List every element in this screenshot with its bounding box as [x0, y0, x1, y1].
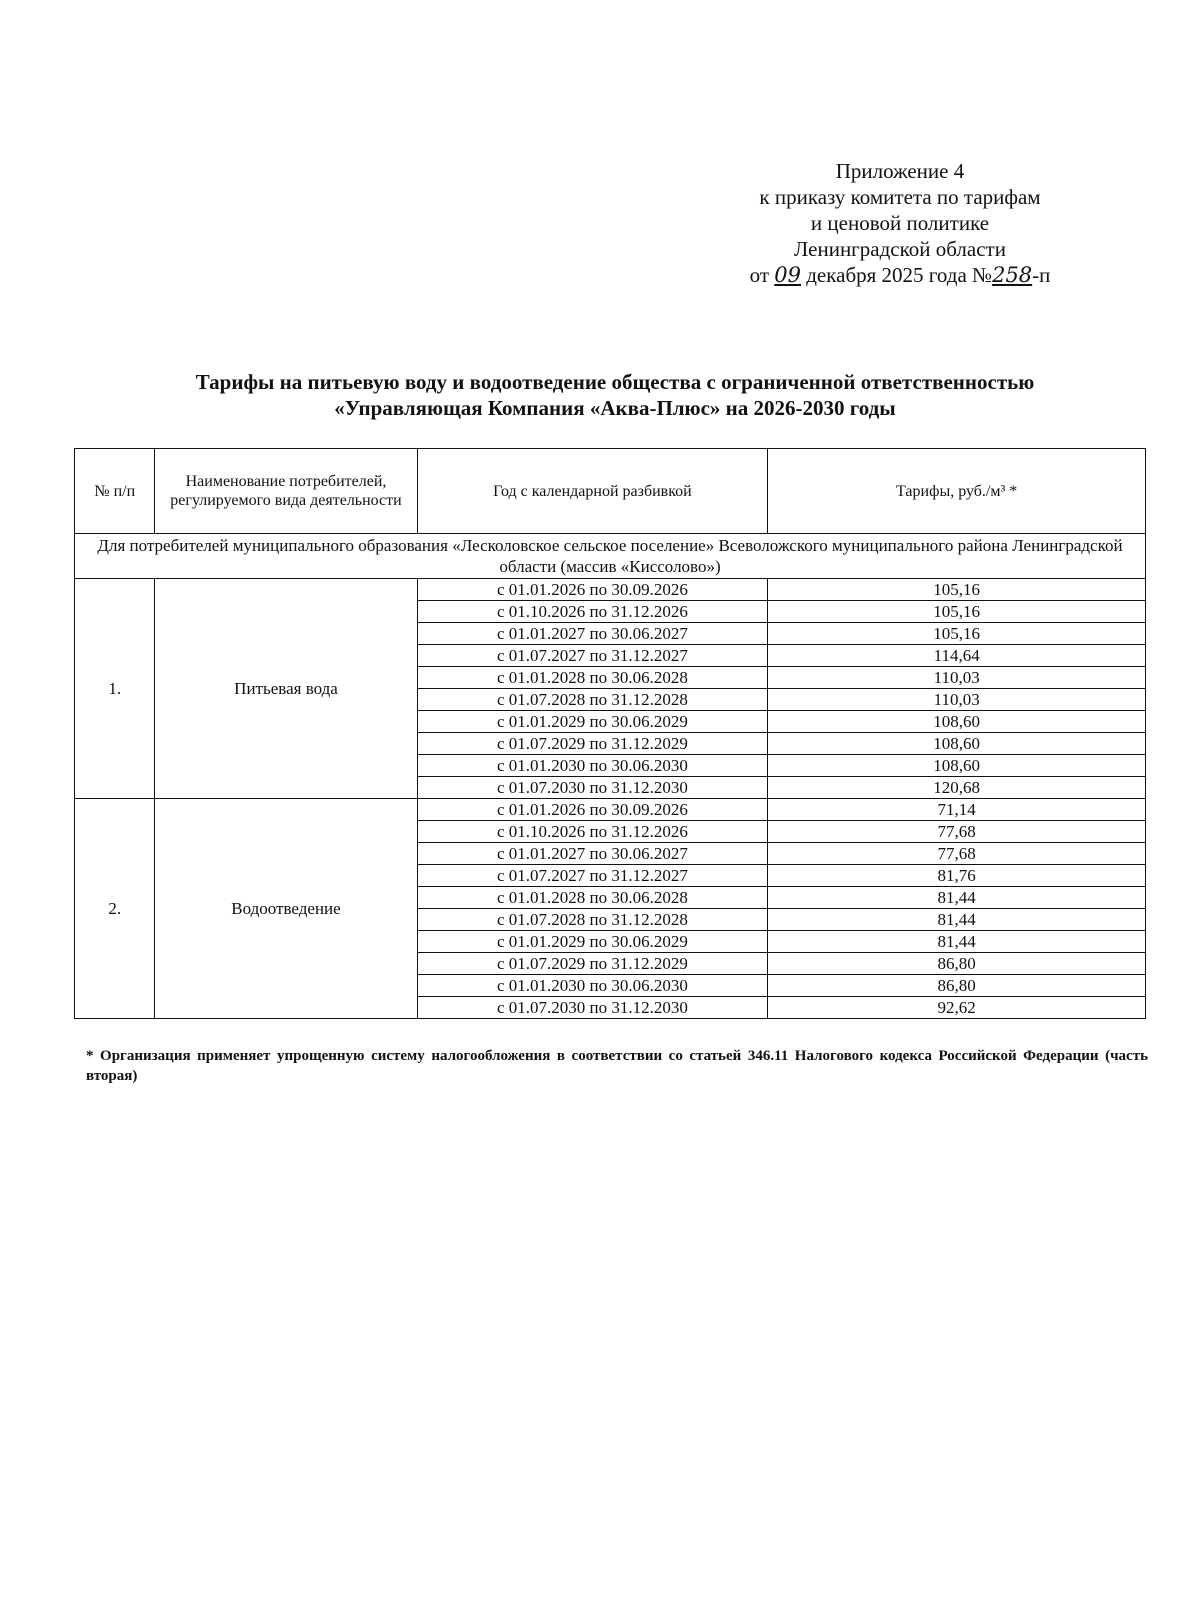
order-suffix: -п [1032, 263, 1051, 287]
appendix-line: Приложение 4 [835, 159, 965, 183]
period-cell: с 01.01.2029 по 30.06.2029 [417, 711, 768, 733]
tariff-cell: 105,16 [768, 579, 1146, 601]
tariff-cell: 110,03 [768, 667, 1146, 689]
period-cell: с 01.01.2026 по 30.09.2026 [417, 799, 768, 821]
order-date-text: декабря 2025 года № [806, 263, 993, 287]
header-period: Год с календарной разбивкой [417, 449, 768, 534]
consumer-group-row [75, 534, 1146, 579]
tariff-cell: 81,44 [768, 931, 1146, 953]
period-cell: с 01.01.2030 по 30.06.2030 [417, 975, 768, 997]
period-cell: с 01.01.2028 по 30.06.2028 [417, 667, 768, 689]
footnote: * Организация применяет упрощенную систему налогообложения в соответствии со статьей 346.11 Налогового кодекса Российской Федерации (часть вторая) [86, 1048, 1148, 1084]
activity-name: Питьевая вода [155, 579, 417, 799]
table-row [75, 799, 1146, 821]
tariff-cell: 77,68 [768, 821, 1146, 843]
appendix-line: и ценовой политике [810, 211, 990, 235]
row-number: 1. [75, 579, 155, 799]
tariff-cell: 81,44 [768, 909, 1146, 931]
period-cell: с 01.10.2026 по 31.12.2026 [417, 601, 768, 623]
tariff-cell: 86,80 [768, 975, 1146, 997]
tariff-cell: 120,68 [768, 777, 1146, 799]
tariff-cell: 105,16 [768, 623, 1146, 645]
row-number: 2. [75, 799, 155, 1019]
order-prefix: от [749, 263, 769, 287]
period-cell: с 01.01.2027 по 30.06.2027 [417, 623, 768, 645]
appendix-line: Ленинградской области [794, 237, 1006, 261]
header-num: № п/п [75, 449, 155, 534]
activity-name: Водоотведение [155, 799, 417, 1019]
period-cell: с 01.07.2029 по 31.12.2029 [417, 953, 768, 975]
appendix-order-line [680, 262, 1120, 288]
period-cell: с 01.01.2029 по 30.06.2029 [417, 931, 768, 953]
period-cell: с 01.07.2029 по 31.12.2029 [417, 733, 768, 755]
period-cell: с 01.01.2030 по 30.06.2030 [417, 755, 768, 777]
title-line: «Управляющая Компания «Аква-Плюс» на 2026-2030 годы [334, 396, 896, 420]
tariff-cell: 114,64 [768, 645, 1146, 667]
tariff-cell: 92,62 [768, 997, 1146, 1019]
period-cell: с 01.07.2030 по 31.12.2030 [417, 997, 768, 1019]
order-day-handwritten: 09 [774, 263, 801, 287]
tariff-cell: 110,03 [768, 689, 1146, 711]
table-header-row [75, 449, 1146, 534]
period-cell: с 01.01.2026 по 30.09.2026 [417, 579, 768, 601]
period-cell: с 01.01.2028 по 30.06.2028 [417, 887, 768, 909]
tariff-cell: 81,76 [768, 865, 1146, 887]
table-row [75, 579, 1146, 601]
period-cell: с 01.07.2027 по 31.12.2027 [417, 865, 768, 887]
period-cell: с 01.01.2027 по 30.06.2027 [417, 843, 768, 865]
tariff-table [74, 448, 1146, 1019]
tariff-cell: 86,80 [768, 953, 1146, 975]
tariff-cell: 108,60 [768, 711, 1146, 733]
tariff-cell: 77,68 [768, 843, 1146, 865]
appendix-line: к приказу комитета по тарифам [759, 185, 1041, 209]
period-cell: с 01.07.2028 по 31.12.2028 [417, 909, 768, 931]
tariff-cell: 108,60 [768, 755, 1146, 777]
header-tariff: Тарифы, руб./м³ * [768, 449, 1146, 534]
order-number-handwritten: 258 [992, 263, 1033, 287]
period-cell: с 01.07.2028 по 31.12.2028 [417, 689, 768, 711]
tariff-cell: 105,16 [768, 601, 1146, 623]
document-title [80, 369, 1150, 421]
period-cell: с 01.10.2026 по 31.12.2026 [417, 821, 768, 843]
appendix-header [680, 158, 1120, 288]
period-cell: с 01.07.2030 по 31.12.2030 [417, 777, 768, 799]
period-cell: с 01.07.2027 по 31.12.2027 [417, 645, 768, 667]
tariff-cell: 71,14 [768, 799, 1146, 821]
title-line: Тарифы на питьевую воду и водоотведение общества с ограниченной ответственностью [195, 370, 1035, 394]
header-name: Наименование потребителей, регулируемого вида деятельности [155, 449, 417, 534]
consumer-group: Для потребителей муниципального образования «Лесколовское сельское поселение» Всеволожского муниципального района Ленинградской области (массив «Киссолово») [75, 534, 1146, 579]
tariff-cell: 81,44 [768, 887, 1146, 909]
tariff-cell: 108,60 [768, 733, 1146, 755]
